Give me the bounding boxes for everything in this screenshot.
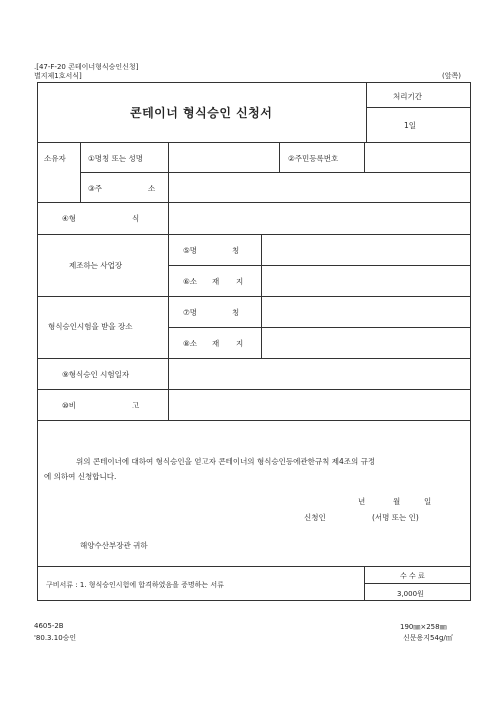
type-label-a: ④형 <box>62 214 76 223</box>
processing-period-value: 1일 <box>404 121 417 130</box>
owner-name-label: ①명칭 또는 성명 <box>88 154 143 163</box>
test-site-location-label-b: 재 <box>212 339 220 348</box>
date-year: 년 <box>358 497 366 506</box>
test-date-label: ⑨형식승인 시험일자 <box>62 370 130 379</box>
manufacturer-name-label-b: 칭 <box>232 246 240 255</box>
signature-label: (서명 또는 인) <box>372 513 419 522</box>
page-side: (앞쪽) <box>442 72 461 80</box>
manufacturer-location-label-c: 지 <box>236 277 244 286</box>
declaration-line1: 위의 콘테이너에 대하여 형식승인을 얻고자 콘테이너의 형식승인등에관한규칙 제4조의 규정 <box>76 457 376 466</box>
required-documents: 구비서류 : 1. 형식승인시험에 합격하였음을 증명하는 서류 <box>46 581 224 589</box>
applicant-label: 신청인 <box>304 513 326 522</box>
remarks-label-a: ⑩비 <box>62 401 76 410</box>
approval-date: '80.3.10승인 <box>34 634 77 642</box>
manufacturer-location-label-b: 재 <box>212 277 220 286</box>
test-site-name-label-a: ⑦명 <box>183 308 197 317</box>
registration-number-label: ②주민등록번호 <box>288 154 339 163</box>
manufacturer-name-label-a: ⑤명 <box>183 246 197 255</box>
remarks-label-b: 고 <box>132 401 140 410</box>
date-month: 월 <box>393 497 401 506</box>
addressee: 해양수산부장관 귀하 <box>80 541 148 550</box>
test-site-location-label-a: ⑧소 <box>183 339 197 348</box>
type-label-b: 식 <box>132 214 140 223</box>
manufacturer-location-label-a: ⑥소 <box>183 277 197 286</box>
date-day: 일 <box>424 497 432 506</box>
test-site-label: 형식승인시험을 받을 장소 <box>48 322 133 331</box>
fee-value: 3,000원 <box>397 590 424 598</box>
paper-size: 190㎜×258㎜ <box>400 623 447 631</box>
manufacturer-label: 제조하는 사업장 <box>69 261 123 270</box>
form-code: .[47-F-20 콘테이너형식승인신청] <box>34 63 139 71</box>
declaration-line2: 에 의하여 신청합니다. <box>44 472 117 481</box>
test-site-name-label-b: 칭 <box>232 308 240 317</box>
processing-period-label: 처리기간 <box>393 92 422 101</box>
paper-type: 신문용지54g/㎡ <box>403 634 453 642</box>
owner-address-label-a: ③주 <box>88 184 102 193</box>
fee-label: 수 수 료 <box>400 572 425 580</box>
page-title: 콘테이너 형식승인 신청서 <box>130 106 273 120</box>
owner-label: 소유자 <box>44 154 66 163</box>
test-site-location-label-c: 지 <box>236 339 244 348</box>
form-number: 4605-2B <box>34 622 64 630</box>
owner-address-label-b: 소 <box>148 184 156 193</box>
form-annex: 별지제1호서식] <box>34 72 82 80</box>
